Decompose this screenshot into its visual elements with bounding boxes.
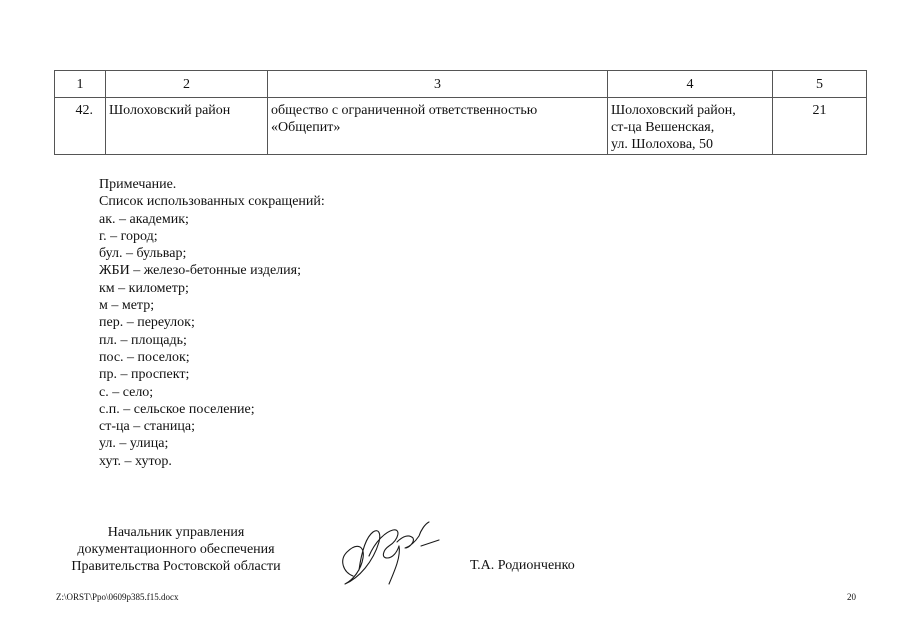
notes-title: Примечание. (99, 177, 177, 192)
position-line: документационного обеспечения (77, 542, 275, 557)
abbreviation-item: ЖБИ – железо-бетонные изделия; (99, 263, 301, 279)
abbreviation-item: бул. – бульвар; (99, 246, 187, 262)
header-cell: 4 (608, 71, 773, 98)
abbreviation-item: ст-ца – станица; (99, 419, 195, 435)
position-line: Начальник управления (107, 525, 245, 540)
address-line: Шолоховский район, (611, 103, 736, 118)
header-cell: 2 (106, 71, 268, 98)
header-cell: 3 (268, 71, 608, 98)
abbreviation-item: с.п. – сельское поселение; (99, 401, 255, 417)
table-row (55, 98, 867, 155)
abbreviation-item: ак. – академик; (99, 211, 189, 227)
table-header-row (55, 71, 867, 98)
position-line: Правительства Ростовской области (71, 559, 281, 574)
page-number: 20 (847, 592, 856, 602)
abbreviation-item: хут. – хутор. (99, 453, 172, 469)
abbreviation-item: г. – город; (99, 228, 158, 244)
abbreviation-item: пр. – проспект; (99, 367, 190, 383)
header-cell: 5 (773, 71, 867, 98)
abbreviation-item: с. – село; (99, 384, 154, 400)
signatory-position (60, 524, 292, 575)
row-address (608, 98, 773, 155)
address-line: ст-ца Вешенская, (611, 120, 715, 135)
notes-section (99, 176, 325, 470)
notes-subtitle: Список использованных сокращений: (99, 194, 325, 210)
abbreviation-item: пл. – площадь; (99, 332, 187, 348)
org-line: «Общепит» (271, 120, 341, 135)
handwritten-signature (335, 512, 445, 590)
org-line: общество с ограниченной ответственностью (271, 103, 538, 118)
abbreviation-item: км – километр; (99, 280, 189, 296)
abbreviation-item: пер. – переулок; (99, 315, 195, 331)
row-value: 21 (773, 98, 867, 155)
abbreviation-item: ул. – улица; (99, 436, 169, 452)
abbreviation-item: пос. – поселок; (99, 349, 190, 365)
header-cell: 1 (55, 71, 106, 98)
address-line: ул. Шолохова, 50 (611, 137, 714, 152)
signatory-name: Т.А. Родионченко (470, 558, 575, 573)
file-path: Z:\ORST\Ppo\0609p385.f15.docx (56, 592, 179, 602)
row-district: Шолоховский район (106, 98, 268, 155)
main-table (54, 70, 867, 155)
abbreviation-item: м – метр; (99, 298, 155, 314)
row-number: 42. (55, 98, 106, 155)
row-organization (268, 98, 608, 155)
